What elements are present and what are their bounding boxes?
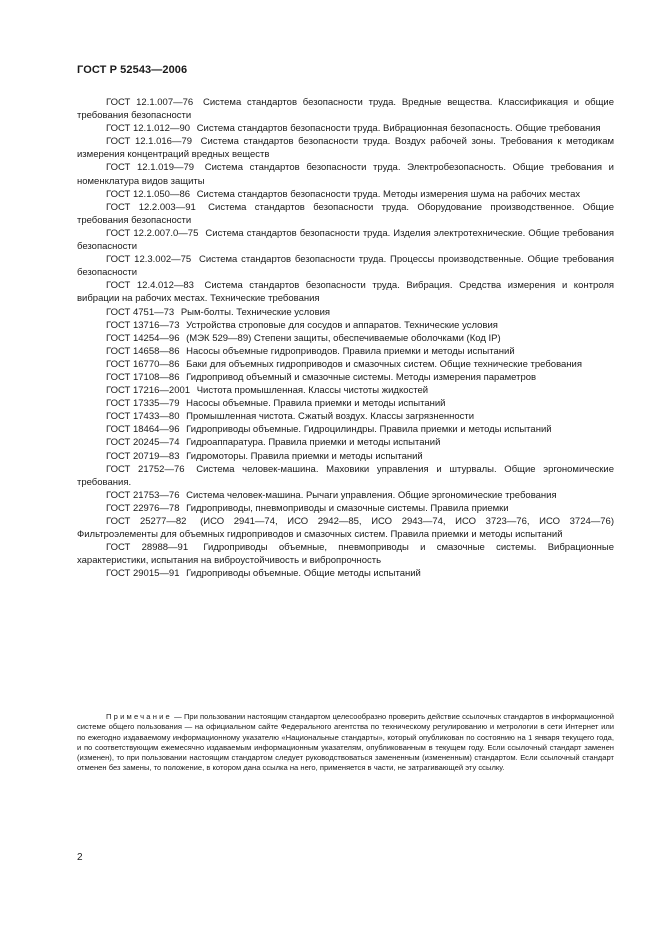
reference-code: ГОСТ 4751—73 — [106, 306, 175, 318]
reference-title: Гидроприводы объемные. Гидроцилиндры. Правила приемки и методы испытаний — [186, 424, 552, 436]
reference-title: (МЭК 529—89) Степени защиты, обеспечиваемые оболочками (Код IP) — [186, 332, 501, 344]
reference-item — [77, 541, 614, 567]
reference-item — [77, 188, 614, 201]
reference-code: ГОСТ 21752—76 — [106, 463, 185, 475]
reference-item — [77, 161, 614, 187]
reference-item — [77, 450, 614, 463]
reference-item — [77, 201, 614, 227]
reference-item — [77, 135, 614, 161]
reference-title: Система стандартов безопасности труда. Оборудование производственное. Общие требования безопасности — [77, 201, 614, 226]
reference-title: Система стандартов безопасности труда. Вредные вещества. Классификация и общие требования безопасности — [77, 97, 614, 122]
reference-item — [77, 345, 614, 358]
reference-title: Система стандартов безопасности труда. Вибрационная безопасность. Общие требования — [196, 123, 601, 135]
reference-code: ГОСТ 12.1.019—79 — [106, 162, 195, 174]
reference-code: ГОСТ 29015—91 — [106, 568, 180, 580]
reference-code: ГОСТ 12.3.002—75 — [106, 254, 192, 266]
reference-item — [77, 122, 614, 135]
reference-title: Чистота промышленная. Классы чистоты жидкостей — [196, 385, 429, 397]
reference-code: ГОСТ 17108—86 — [106, 371, 180, 383]
reference-code: ГОСТ 14658—86 — [106, 345, 180, 357]
reference-title: Насосы объемные. Правила приемки и методы испытаний — [186, 398, 446, 410]
reference-item — [77, 567, 614, 580]
reference-item — [77, 279, 614, 305]
normative-references-list — [77, 96, 614, 580]
note-block — [77, 712, 614, 774]
reference-code: ГОСТ 12.1.007—76 — [106, 97, 194, 108]
note-paragraph — [77, 712, 614, 774]
page-number: 2 — [77, 852, 83, 863]
reference-title: Гидроприводы, пневмоприводы и смазочные системы. Правила приемки — [186, 502, 509, 514]
reference-item — [77, 371, 614, 384]
reference-item — [77, 489, 614, 502]
reference-code: ГОСТ 12.1.016—79 — [106, 136, 193, 148]
reference-code: ГОСТ 28988—91 — [106, 542, 189, 554]
reference-item — [77, 358, 614, 371]
reference-code: ГОСТ 20719—83 — [106, 450, 180, 462]
reference-code: ГОСТ 12.2.007.0—75 — [106, 227, 199, 239]
reference-title: Гидроаппаратура. Правила приемки и методы испытаний — [186, 437, 441, 449]
reference-item — [77, 319, 614, 332]
reference-item — [77, 397, 614, 410]
reference-title: Система стандартов безопасности труда. Воздух рабочей зоны. Требования к методикам измерения концентраций вредных веществ — [77, 136, 615, 161]
reference-title: Система стандартов безопасности труда. Процессы производственные. Общие требования безопасности — [77, 254, 614, 279]
reference-item — [77, 410, 614, 423]
reference-item — [77, 515, 614, 541]
reference-title: Гидроприводы объемные. Общие методы испытаний — [186, 568, 421, 580]
reference-code: ГОСТ 17335—79 — [106, 398, 180, 410]
reference-title: Рым-болты. Технические условия — [180, 306, 331, 318]
reference-item — [77, 227, 614, 253]
reference-code: ГОСТ 20245—74 — [106, 437, 180, 449]
reference-title: Система стандартов безопасности труда. Методы измерения шума на рабочих местах — [196, 188, 581, 200]
document-header: ГОСТ Р 52543—2006 — [77, 64, 188, 76]
reference-item — [77, 423, 614, 436]
reference-code: ГОСТ 12.1.012—90 — [106, 123, 191, 135]
reference-code: ГОСТ 12.4.012—83 — [106, 280, 194, 292]
reference-title: Промышленная чистота. Сжатый воздух. Классы загрязненности — [186, 411, 475, 423]
reference-code: ГОСТ 12.1.050—86 — [106, 188, 191, 200]
reference-title: Гидропривод объемный и смазочные системы. Методы измерения параметров — [186, 371, 537, 383]
reference-title: Система человек-машина. Рычаги управления. Общие эргономические требования — [186, 489, 557, 501]
reference-item — [77, 436, 614, 449]
reference-item — [77, 253, 614, 279]
reference-code: ГОСТ 16770—86 — [106, 358, 180, 370]
reference-title: Система стандартов безопасности труда. Вибрация. Средства измерения и контроля вибрации на рабочих местах. Технические требования — [77, 280, 615, 305]
reference-item — [77, 384, 614, 397]
reference-title: Система стандартов безопасности труда. Изделия электротехнические. Общие требования безопасности — [77, 227, 615, 253]
reference-title: Устройства строповые для сосудов и аппаратов. Технические условия — [186, 319, 498, 331]
reference-title: (ИСО 2941—74, ИСО 2942—85, ИСО 2943—74, ИСО 3723—76, ИСО 3724—76) Фильтроэлементы для объемных гидроприводов и смазочных систем. Правила приемки и методы испытаний — [77, 516, 614, 541]
reference-item — [77, 463, 614, 489]
reference-code: ГОСТ 22976—78 — [106, 502, 180, 514]
reference-title: Система стандартов безопасности труда. Электробезопасность. Общие требования и номенклатура видов защиты — [77, 162, 614, 187]
reference-code: ГОСТ 14254—96 — [106, 332, 180, 344]
reference-title: Система человек-машина. Маховики управления и штурвалы. Общие эргономические требования. — [77, 463, 614, 488]
reference-code: ГОСТ 13716—73 — [106, 319, 180, 331]
reference-item — [77, 306, 614, 319]
reference-code: ГОСТ 25277—82 — [106, 516, 187, 527]
reference-item — [77, 502, 614, 515]
reference-code: ГОСТ 17216—2001 — [106, 385, 191, 397]
reference-code: ГОСТ 12.2.003—91 — [106, 201, 196, 213]
reference-title: Баки для объемных гидроприводов и смазочных систем. Общие технические требования — [186, 358, 582, 370]
note-text: — При пользовании настоящим стандартом целесообразно проверить действие ссылочных стандартов в информационной системе общего пользования — на официальном сайте Федерального агентства по техническому регулированию и метрологии в сети Интернет или по ежегодно издаваемому информационному указателю «Национальные стандарты», который опубликован по состоянию на 1 января текущего года, и по соответствующим ежемесячно издаваемым информационным указателям, опубликованным в текущем году. Если ссылочный стандарт заменен (изменен), то при пользовании настоящим стандартом следует руководствоваться замененным (измененным) стандартом. Если ссылочный стандарт отменен без замены, то положение, в котором дана ссылка на него, применяется в части, не затрагивающей эту ссылку. — [77, 712, 614, 773]
reference-title: Гидроприводы объемные, пневмоприводы и смазочные системы. Вибрационные характеристики, испытания на виброустойчивость и вибропрочность — [77, 542, 614, 567]
reference-item — [77, 96, 614, 122]
reference-code: ГОСТ 21753—76 — [106, 489, 180, 501]
reference-code: ГОСТ 18464—96 — [106, 424, 180, 436]
reference-code: ГОСТ 17433—80 — [106, 411, 180, 423]
note-label: Примечание — [106, 712, 172, 721]
reference-title: Гидромоторы. Правила приемки и методы испытаний — [186, 450, 423, 462]
reference-title: Насосы объемные гидроприводов. Правила приемки и методы испытаний — [186, 345, 515, 357]
reference-item — [77, 332, 614, 345]
